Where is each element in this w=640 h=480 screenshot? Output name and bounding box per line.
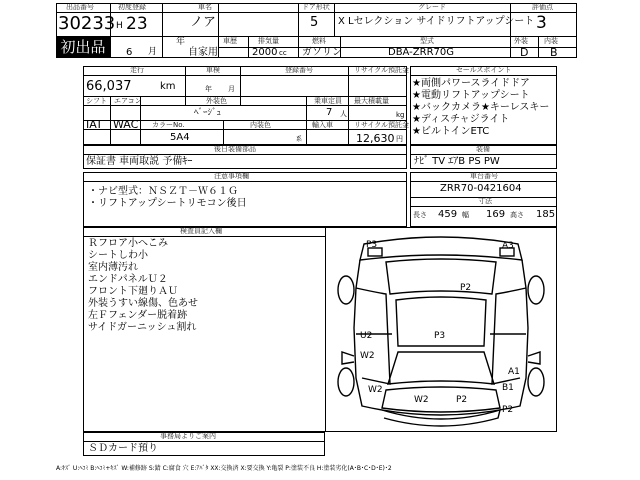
damage-code: P2	[502, 405, 514, 415]
int-grade: B	[550, 46, 558, 59]
height: 185	[536, 209, 556, 220]
ac-label: エアコン	[114, 97, 142, 105]
mileage-label: 走行	[130, 66, 144, 74]
import-label: 輸入車	[312, 121, 333, 129]
color: ﾍﾞｰｼﾞｭ	[194, 108, 222, 118]
damage-code: P2	[456, 395, 468, 405]
sales-point: ★電動リフトアップシート	[412, 90, 530, 101]
seat-label: 乗車定員	[314, 97, 342, 105]
int-color-label: 内装色	[250, 121, 271, 129]
sales-point: ★ディスチャジライト	[412, 114, 510, 125]
reg-no-label: 登録番号	[285, 66, 313, 74]
model-type: DBA-ZRR70G	[388, 47, 455, 58]
damage-code: P3	[366, 240, 378, 250]
load-unit: kg	[396, 111, 405, 119]
inspector-note: エンドパネルＵ２	[88, 274, 168, 285]
ext-grade: D	[520, 46, 529, 59]
mileage-unit: km	[160, 81, 176, 92]
inspector-title: 検査員記入欄	[180, 227, 222, 235]
office-note: ＳＤカード預り	[88, 443, 158, 454]
color-label: 外装色	[206, 97, 227, 105]
score-label: 評価点	[532, 3, 553, 11]
color-no-label: カラーNo.	[152, 121, 185, 129]
inspector-note: 外装うすい線傷、色あせ	[88, 298, 198, 309]
int-color-unit: 系	[296, 136, 303, 143]
damage-code: A3	[502, 241, 514, 251]
note-line: ・リフトアップシートリモコン後日	[88, 198, 247, 209]
lot-number: 30233	[58, 13, 116, 34]
door-count: 5	[310, 15, 319, 30]
chassis-title: 車台番号	[470, 172, 498, 180]
inspector-note: シートしわ小	[88, 250, 148, 261]
use: 自家用	[188, 47, 218, 58]
inspection-month: 月	[228, 85, 235, 93]
door-label: ドア形状	[302, 3, 330, 11]
width-label: 幅	[462, 211, 469, 219]
recycle-unit: 円	[396, 135, 403, 143]
chassis-number: ZRR70-0421604	[440, 183, 522, 194]
damage-code: W2	[360, 351, 375, 361]
reg-year: 23	[126, 14, 148, 34]
mileage: 66,037	[86, 79, 132, 94]
office-title: 事務局よりご案内	[160, 432, 216, 440]
cc-unit: cc	[279, 49, 287, 57]
inspector-note: サイドガーニッシュ割れ	[88, 322, 197, 333]
damage-legend: A:ｷｽﾞ U:ﾍｺﾐ B:ﾍｺﾐ+ｷｽﾞ W:補修跡 S:錆 C:腐食 穴 E:ｱﾊﾞﾀ XX:交換済 X:要交換 Y:亀裂 P:塗装不良 H:塗装劣化(A･B･C･D･E)･2	[56, 465, 392, 472]
rear-parts: 保証書 車両取説 予備ｷｰ	[86, 156, 193, 167]
seats: 7	[326, 107, 333, 118]
grade-label: グレード	[418, 3, 446, 11]
month-unit: 月	[148, 47, 158, 57]
damage-code: B1	[502, 383, 514, 393]
sales-point: ★両側パワースライドドア	[412, 78, 530, 89]
era: H	[116, 21, 123, 31]
recycle-label: リサイクル預託金	[354, 66, 410, 74]
width: 169	[486, 209, 506, 220]
rear-parts-title: 後日装備部品	[214, 145, 256, 153]
int-label: 内装	[544, 37, 558, 45]
cc-label: 排気量	[258, 37, 279, 45]
grade: X Lセレクション サイドリフトアップシート	[338, 16, 535, 27]
shift: IAT	[86, 118, 103, 131]
inspector-note: フロント下廻りＡＵ	[88, 286, 178, 297]
length: 459	[438, 209, 458, 220]
model-name: ノア	[190, 15, 217, 30]
inspection-year: 年	[205, 85, 212, 93]
type-label: 型式	[420, 37, 434, 45]
inspector-note: Ｒフロア小へこみ	[88, 238, 168, 249]
first-reg-label: 初度登録	[118, 3, 146, 11]
damage-code: A1	[508, 367, 520, 377]
reg-month: 6	[126, 47, 133, 58]
cc: 2000	[252, 47, 278, 58]
equipment-title: 装備	[476, 145, 490, 153]
color-no: 5A4	[170, 132, 190, 143]
recycle-label-2: リサイクル預託金	[354, 121, 410, 129]
sales-points-title: セールスポイント	[456, 66, 512, 74]
recycle-fee: 12,630	[356, 132, 395, 145]
equipment: ﾅﾋﾞ TV ｴｱB PS PW	[414, 156, 500, 167]
model-label: 車名	[198, 3, 212, 11]
height-label: 高さ	[510, 211, 524, 219]
dims-title: 寸法	[478, 197, 492, 205]
lot-label: 出品番号	[66, 3, 94, 11]
seats-unit: 人	[340, 110, 347, 118]
length-label: 長さ	[413, 211, 427, 219]
inspector-note: 室内薄汚れ	[88, 262, 138, 273]
year-unit: 年	[176, 37, 186, 47]
car-diagram	[326, 228, 556, 431]
fuel-label: 燃料	[312, 37, 326, 45]
inspector-note: 左Ｆフェンダー脱着跡	[88, 310, 188, 321]
load-label: 最大積載量	[354, 97, 389, 105]
air-con: WAC	[113, 118, 139, 131]
note-line: ・ナビ型式：ＮＳＺＴ－Ｗ６１Ｇ	[88, 186, 238, 197]
ext-label: 外装	[514, 37, 528, 45]
damage-code: W2	[414, 395, 429, 405]
damage-code: P3	[434, 331, 446, 341]
first-listing-badge: 初出品	[56, 37, 110, 58]
use-label: 車歴	[223, 37, 237, 45]
sales-point: ★バックカメラ★キーレスキー	[412, 102, 550, 113]
fuel: ガソリン	[302, 47, 342, 58]
score: 3	[536, 13, 547, 33]
damage-code: P2	[460, 283, 472, 293]
notes-title: 注意事項欄	[214, 172, 249, 180]
shift-label: シフト	[86, 97, 107, 105]
inspection-label: 車検	[206, 66, 220, 74]
damage-code: U2	[360, 331, 373, 341]
sales-point: ★ビルトインETC	[412, 126, 490, 137]
damage-code: W2	[368, 385, 383, 395]
